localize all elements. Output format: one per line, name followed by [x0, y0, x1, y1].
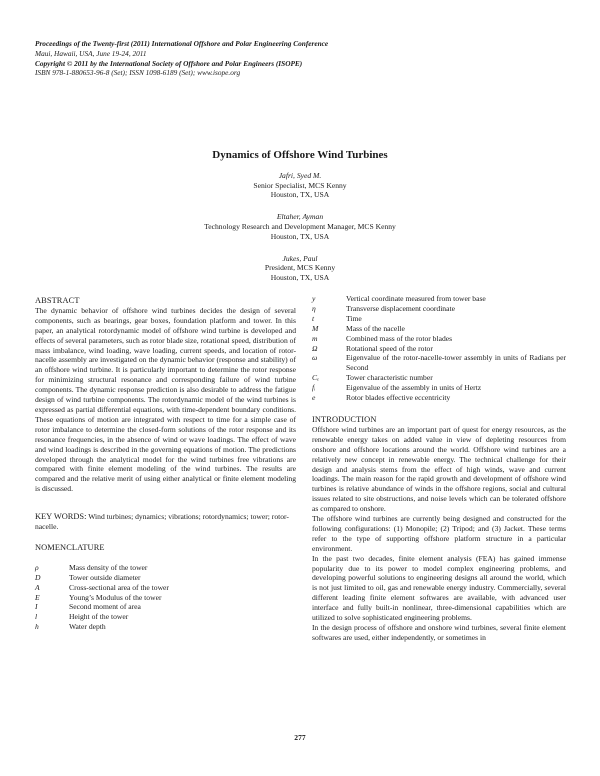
- nomenclature-desc: Second moment of area: [69, 602, 141, 612]
- introduction-paragraph: Offshore wind turbines are an important part of quest for energy resources, as the renewable energy takes on added value in view of depleting resources from onshore and offshore locations around the world. Offshore wind turbines are a relatively new concept in renewable energy. The technical challenge for their design and analysis stems from the effect of high winds, wave and current loadings. The main reason for the rapid growth and development of offshore wind turbines is relative abundance of winds in the offshore regions, social and cultural issues related to site obstructions, and noise levels which can be tolerated offshore as compared to onshore.: [312, 424, 566, 514]
- left-column: [35, 296, 296, 632]
- author-name: Jukes, Paul: [282, 253, 318, 263]
- isbn-line: ISBN 978-1-880653-96-8 (Set); ISSN 1098-6189 (Set); www.isope.org: [35, 68, 241, 78]
- introduction-paragraph: In the design process of offshore and onshore wind turbines, several finite element softwares are used, either independently, or sometimes in: [312, 623, 566, 642]
- nomenclature-row: [35, 583, 169, 593]
- author-role: Technology Research and Development Manager, MCS Kenny: [204, 221, 396, 231]
- nomenclature-row: [35, 622, 169, 632]
- page-number: 277: [294, 733, 306, 742]
- paper-title: Dynamics of Offshore Wind Turbines: [212, 149, 388, 161]
- nomenclature-row: [312, 324, 566, 334]
- introduction-paragraph: In the past two decades, finite element analysis (FEA) has gained immense popularity due to its power to model complex engineering problems, and developing powerful solutions to engineering designs all around the world, which is not just limited to oil, gas and renewable energy industry. Commercially, several different leading finite element softwares are available, with advanced user interface and fully built-in nonlinear, three-dimensional capabilities which are utilized to solve sophisticated engineering problems.: [312, 553, 566, 623]
- nomenclature-row: [312, 373, 566, 383]
- author-name: Eltaher, Ayman: [276, 212, 324, 222]
- nomenclature-table-left: [35, 563, 169, 632]
- nomenclature-row: [312, 294, 566, 304]
- nomenclature-row: [35, 563, 169, 573]
- conference-title: Proceedings of the Twenty-first (2011) International Offshore and Polar Engineering Conference: [35, 39, 329, 48]
- nomenclature-desc: Eigenvalue of the assembly in units of Hertz: [346, 383, 482, 393]
- nomenclature-symbol: fᵢ: [312, 383, 316, 393]
- nomenclature-row: [312, 383, 566, 393]
- nomenclature-desc: Transverse displacement coordinate: [346, 303, 455, 313]
- nomenclature-symbol: I: [35, 602, 38, 612]
- nomenclature-symbol: Ω: [312, 343, 318, 353]
- nomenclature-symbol: l: [35, 612, 38, 622]
- proceedings-header: [35, 39, 575, 78]
- nomenclature-symbol: η: [312, 303, 316, 313]
- abstract-heading: ABSTRACT: [35, 296, 80, 305]
- nomenclature-desc: Mass density of the tower: [69, 562, 148, 572]
- nomenclature-table-right: [312, 294, 566, 403]
- nomenclature-symbol: D: [35, 572, 41, 582]
- introduction-heading: INTRODUCTION: [312, 414, 377, 424]
- nomenclature-row: [35, 602, 169, 612]
- nomenclature-symbol: Cₑ: [312, 373, 320, 383]
- author-role: Senior Specialist, MCS Kenny: [253, 180, 347, 190]
- nomenclature-row: [35, 612, 169, 622]
- author-block: [0, 254, 600, 283]
- nomenclature-desc: Eigenvalue of the rotor-nacelle-tower assembly in units of Radians per Second: [346, 353, 566, 373]
- author-location: Houston, TX, USA: [270, 231, 330, 241]
- nomenclature-symbol: m: [312, 333, 318, 343]
- nomenclature-row: [312, 353, 566, 373]
- conference-location: Maui, Hawaii, USA, June 19-24, 2011: [35, 48, 147, 58]
- nomenclature-desc: Mass of the nacelle: [346, 323, 405, 333]
- nomenclature-desc: Height of the tower: [69, 612, 129, 622]
- right-column: [312, 294, 566, 643]
- nomenclature-row: [312, 304, 566, 314]
- nomenclature-desc: Rotor blades effective eccentricity: [346, 393, 451, 403]
- nomenclature-symbol: e: [312, 393, 316, 403]
- author-location: Houston, TX, USA: [270, 272, 330, 282]
- nomenclature-desc: Tower outside diameter: [69, 572, 141, 582]
- nomenclature-symbol: ρ: [35, 562, 39, 572]
- nomenclature-row: [35, 573, 169, 583]
- nomenclature-row: [312, 314, 566, 324]
- author-list: [0, 171, 600, 295]
- introduction-paragraph: The offshore wind turbines are currently being designed and constructed for the following configurations: (1) Monopile; (2) Tripod; and (3) Jacket. These terms refer to the type of supporting offshore platform structure in a particular environment.: [312, 514, 566, 553]
- nomenclature-desc: Rotational speed of the rotor: [346, 343, 433, 353]
- nomenclature-row: [312, 344, 566, 354]
- author-block: [0, 171, 600, 200]
- nomenclature-desc: Water depth: [69, 622, 106, 632]
- nomenclature-symbol: M: [312, 323, 319, 333]
- nomenclature-desc: Cross-sectional area of the tower: [69, 582, 169, 592]
- nomenclature-symbol: t: [312, 313, 315, 323]
- nomenclature-desc: Combined mass of the rotor blades: [346, 333, 453, 343]
- keywords-label: KEY WORDS:: [35, 512, 87, 522]
- nomenclature-symbol: y: [312, 294, 316, 303]
- nomenclature-desc: Young’s Modulus of the tower: [69, 592, 162, 602]
- nomenclature-symbol: ω: [312, 353, 318, 363]
- keywords: [35, 512, 296, 532]
- nomenclature-row: [35, 593, 169, 603]
- copyright-line: Copyright © 2011 by the International Society of Offshore and Polar Engineers (ISOPE): [35, 58, 303, 68]
- nomenclature-row: [312, 393, 566, 403]
- nomenclature-desc: Tower characteristic number: [346, 373, 433, 383]
- author-name: Jafri, Syed M.: [278, 171, 322, 180]
- nomenclature-row: [312, 334, 566, 344]
- nomenclature-symbol: A: [35, 582, 40, 592]
- keywords-text: Wind turbines; dynamics; vibrations; rotordynamics; tower; rotor-nacelle.: [35, 512, 289, 532]
- nomenclature-heading: NOMENCLATURE: [35, 542, 105, 552]
- abstract-text: The dynamic behavior of offshore wind turbines decides the design of several components, such as bearings, gear boxes, foundation platform and tower. In this paper, an analytical rotordynamic model of offshore wind turbine is developed and effects of several parameters, such as rotor blade size, rotational speed, distribution of mass imbalance, wind loading, wave loading, current speeds, and location of rotor-nacelle assembly are investigated on the dynamic behavior (response and stability) of an offshore wind turbine. It is particularly important to determine the rotor response for minimizing structural resonance and corresponding failure of wind turbine components. The dynamic response prediction is also desirable to address the fatigue design of wind turbine components. The rotordynamic model of the wind turbines is expressed as partial differential equations, with time-dependent boundary conditions. These equations of motion are integrated with respect to time for a simple case of rotor imbalance to determine the closed-form solutions of the rotor response and its resonance frequencies, in the absence of wind or wave loadings. The effect of wave and wind loadings is described in the governing equations of motion. The predictions developed through the analytical model for the wind turbines free vibrations are compared with finite element modeling of the wind turbines. The results are compared and the relative merit of using either analytical or finite element modeling is discussed.: [35, 305, 296, 494]
- author-location: Houston, TX, USA: [270, 190, 330, 200]
- nomenclature-symbol: E: [35, 592, 40, 602]
- nomenclature-symbol: h: [35, 622, 39, 632]
- nomenclature-desc: Vertical coordinate measured from tower base: [346, 294, 486, 303]
- nomenclature-desc: Time: [346, 313, 362, 323]
- author-block: [0, 212, 600, 241]
- author-role: President, MCS Kenny: [264, 263, 336, 273]
